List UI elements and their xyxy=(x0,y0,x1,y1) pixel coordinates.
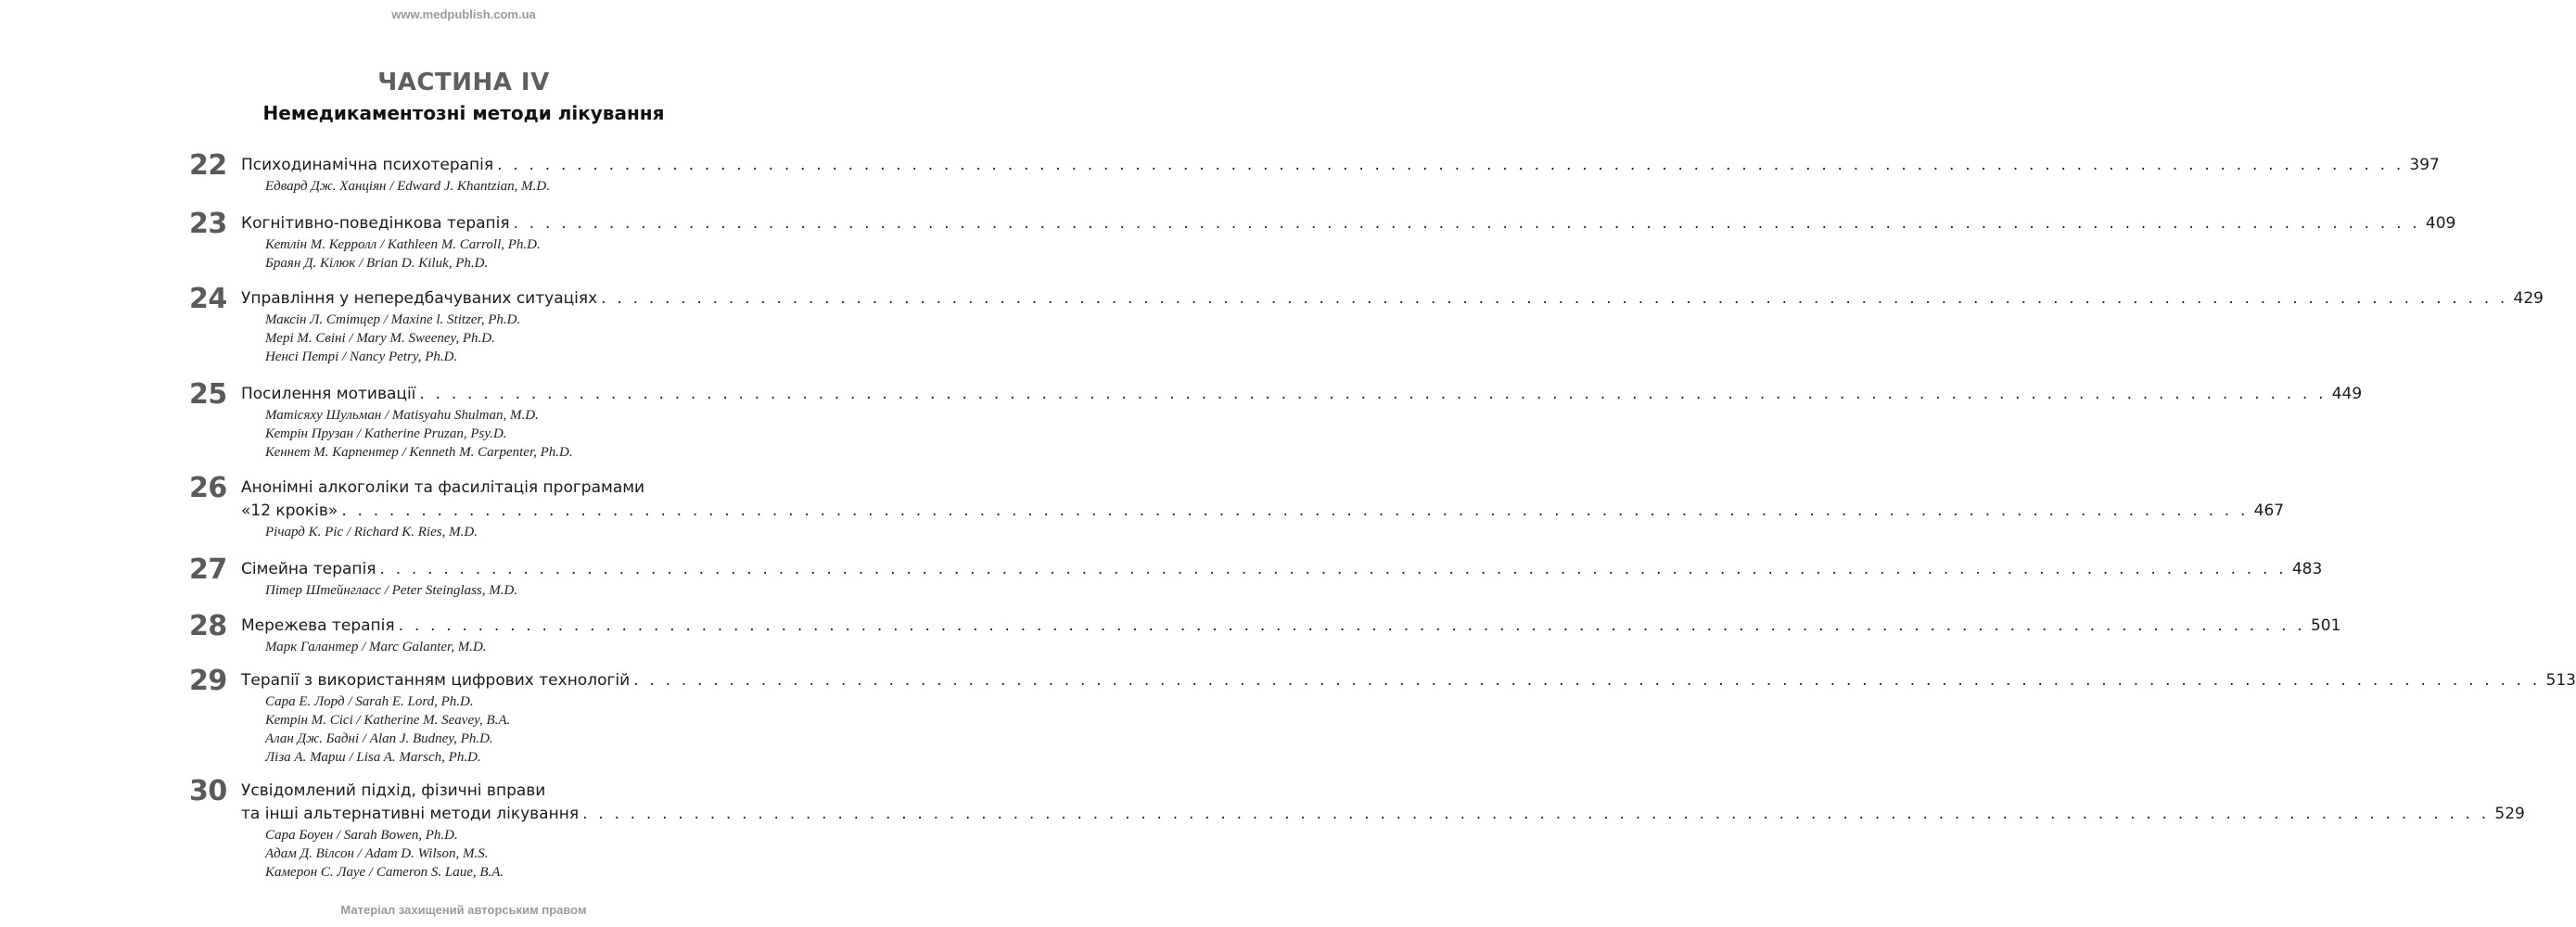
chapter-number: 30 xyxy=(189,775,227,807)
dot-leader: . . . . . . . . . . . . . . . . . . . . . . . . . . . . . . . . . . . . . . . . . . . . . . . . . . . . . . . . . . . . . . . . . . . . . . . . . . . . . . . . . . . . . . . . . . . . . . . . . . . . . . . . . . . . . . . . . . . . . . . . xyxy=(398,616,2305,635)
toc-entry xyxy=(189,610,2341,656)
chapter-title: Сімейна терапія xyxy=(241,560,376,578)
chapter-number: 29 xyxy=(189,665,227,697)
chapter-author: Кетрін М. Сісі / Katherine M. Seavey, B.A. xyxy=(265,713,511,728)
dot-leader: . . . . . . . . . . . . . . . . . . . . . . . . . . . . . . . . . . . . . . . . . . . . . . . . . . . . . . . . . . . . . . . . . . . . . . . . . . . . . . . . . . . . . . . . . . . . . . . . . . . . . . . . . . . . . . . . . . . . . . . . xyxy=(601,289,2508,308)
dot-leader: . . . . . . . . . . . . . . . . . . . . . . . . . . . . . . . . . . . . . . . . . . . . . . . . . . . . . . . . . . . . . . . . . . . . . . . . . . . . . . . . . . . . . . . . . . . . . . . . . . . . . . . . . . . . . . . . . . . . . . . . xyxy=(582,805,2490,823)
toc-entry xyxy=(189,208,2456,273)
chapter-author: Матісяху Шульман / Matisyahu Shulman, M.D. xyxy=(265,408,539,423)
page-number: 397 xyxy=(2409,156,2440,174)
chapter-title-line xyxy=(241,287,2544,311)
dot-leader: . . . . . . . . . . . . . . . . . . . . . . . . . . . . . . . . . . . . . . . . . . . . . . . . . . . . . . . . . . . . . . . . . . . . . . . . . . . . . . . . . . . . . . . . . . . . . . . . . . . . . . . . . . . . . . . . . . . . . . . . xyxy=(379,560,2287,578)
page-number: 513 xyxy=(2545,671,2576,690)
chapter-number: 26 xyxy=(189,472,227,504)
chapter-title-line xyxy=(241,558,2323,581)
chapter-number: 23 xyxy=(189,208,227,240)
toc-entry xyxy=(189,149,2440,196)
chapter-author: Сара Е. Лорд / Sarah E. Lord, Ph.D. xyxy=(265,694,474,709)
dot-leader: . . . . . . . . . . . . . . . . . . . . . . . . . . . . . . . . . . . . . . . . . . . . . . . . . . . . . . . . . . . . . . . . . . . . . . . . . . . . . . . . . . . . . . . . . . . . . . . . . . . . . . . . . . . . . . . . . . . . . . . . xyxy=(513,214,2420,233)
chapter-title: Психодинамічна психотерапія xyxy=(241,156,494,174)
chapter-title: Мережева терапія xyxy=(241,616,395,635)
chapter-title-line xyxy=(241,500,2285,523)
dot-leader: . . . . . . . . . . . . . . . . . . . . . . . . . . . . . . . . . . . . . . . . . . . . . . . . . . . . . . . . . . . . . . . . . . . . . . . . . . . . . . . . . . . . . . . . . . . . . . . . . . . . . . . . . . . . . . . . . . . . . . . . xyxy=(419,385,2327,403)
table-of-contents xyxy=(189,139,2576,882)
chapter-author: Ліза А. Марш / Lisa A. Marsch, Ph.D. xyxy=(265,750,481,765)
chapter-author: Сара Боуен / Sarah Bowen, Ph.D. xyxy=(265,828,458,843)
chapter-number: 22 xyxy=(189,149,227,182)
page-number: 467 xyxy=(2253,502,2285,520)
page-number: 429 xyxy=(2513,289,2544,308)
chapter-author: Кетлін М. Керролл / Kathleen M. Carroll, Ph.D. xyxy=(265,237,541,252)
dot-leader: . . . . . . . . . . . . . . . . . . . . . . . . . . . . . . . . . . . . . . . . . . . . . . . . . . . . . . . . . . . . . . . . . . . . . . . . . . . . . . . . . . . . . . . . . . . . . . . . . . . . . . . . . . . . . . . . . . . . . . . . xyxy=(341,502,2249,520)
chapter-author: Алан Дж. Бадні / Alan J. Budney, Ph.D. xyxy=(265,731,493,746)
dot-leader: . . . . . . . . . . . . . . . . . . . . . . . . . . . . . . . . . . . . . . . . . . . . . . . . . . . . . . . . . . . . . . . . . . . . . . . . . . . . . . . . . . . . . . . . . . . . . . . . . . . . . . . . . . . . . . . . . . . . . . . . xyxy=(497,156,2404,174)
chapter-author: Річард К. Ріс / Richard K. Ries, M.D. xyxy=(265,525,478,540)
chapter-title: Усвідомлений підхід, фізичні вправи xyxy=(241,781,546,800)
chapter-title-line xyxy=(241,803,2525,826)
page-number: 483 xyxy=(2291,560,2323,578)
chapter-author: Браян Д. Кілюк / Brian D. Kiluk, Ph.D. xyxy=(265,256,489,271)
page-number: 409 xyxy=(2425,214,2456,233)
chapter-title-line xyxy=(241,476,746,500)
part-title: ЧАСТИНА IV xyxy=(377,69,550,96)
chapter-author: Камерон С. Лауе / Cameron S. Laue, B.A. xyxy=(265,865,504,880)
copyright-notice: Матеріал захищений авторським правом xyxy=(340,903,587,917)
page-number: 449 xyxy=(2331,385,2363,403)
toc-entry xyxy=(189,665,2576,767)
chapter-number: 27 xyxy=(189,553,227,586)
chapter-number: 25 xyxy=(189,378,227,411)
chapter-title-line xyxy=(241,212,2456,235)
chapter-title: Анонімні алкоголіки та фасилітація програмами xyxy=(241,478,645,497)
chapter-author: Пітер Штейнгласс / Peter Steinglass, M.D. xyxy=(265,583,518,598)
site-url: www.medpublish.com.ua xyxy=(391,7,536,21)
chapter-number: 24 xyxy=(189,283,227,315)
chapter-title-line xyxy=(241,780,746,803)
toc-entry xyxy=(189,283,2544,366)
chapter-title-line xyxy=(241,383,2363,406)
toc-entry xyxy=(189,378,2363,462)
chapter-author: Кетрін Прузан / Katherine Pruzan, Psy.D. xyxy=(265,426,507,441)
chapter-title: Управління у непередбачуваних ситуаціях xyxy=(241,289,598,308)
chapter-author: Мері М. Свіні / Mary M. Sweeney, Ph.D. xyxy=(265,331,495,346)
chapter-author: Адам Д. Вілсон / Adam D. Wilson, M.S. xyxy=(265,846,489,861)
toc-entry xyxy=(189,472,2285,541)
chapter-title-line xyxy=(241,154,2440,177)
dot-leader: . . . . . . . . . . . . . . . . . . . . . . . . . . . . . . . . . . . . . . . . . . . . . . . . . . . . . . . . . . . . . . . . . . . . . . . . . . . . . . . . . . . . . . . . . . . . . . . . . . . . . . . . . . . . . . . . . . . . . . . . xyxy=(633,671,2541,690)
part-subtitle: Немедикаментозні методи лікування xyxy=(262,102,665,124)
chapter-author: Ненсі Петрі / Nancy Petry, Ph.D. xyxy=(265,349,458,364)
chapter-title: та інші альтернативні методи лікування xyxy=(241,805,580,823)
chapter-title: Когнітивно-поведінкова терапія xyxy=(241,214,510,233)
chapter-author: Кеннет М. Карпентер / Kenneth M. Carpenter, Ph.D. xyxy=(265,445,573,460)
chapter-title-line xyxy=(241,615,2341,638)
chapter-title-line xyxy=(241,669,2576,692)
chapter-title: «12 кроків» xyxy=(241,502,338,520)
chapter-title: Посилення мотивації xyxy=(241,385,416,403)
chapter-author: Максін Л. Стітцер / Maxine l. Stitzer, Ph.D. xyxy=(265,312,521,327)
toc-entry xyxy=(189,553,2323,600)
chapter-author: Марк Галантер / Marc Galanter, M.D. xyxy=(265,640,487,654)
toc-entry xyxy=(189,775,2525,882)
chapter-number: 28 xyxy=(189,610,227,642)
page-number: 501 xyxy=(2310,616,2341,635)
chapter-title: Терапії з використанням цифрових технологій xyxy=(241,671,631,690)
page-number: 529 xyxy=(2494,805,2525,823)
chapter-author: Едвард Дж. Ханціян / Edward J. Khantzian, M.D. xyxy=(265,179,551,194)
